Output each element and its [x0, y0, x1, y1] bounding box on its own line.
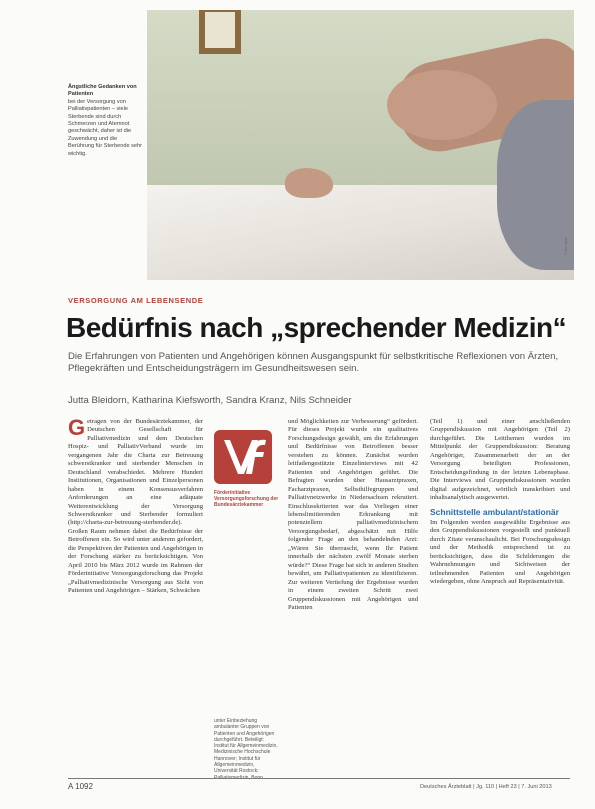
article-headline: Bedürfnis nach „sprechender Medizin“: [66, 312, 567, 343]
photo-credit: Foto: epd: [563, 238, 568, 255]
body-column-4: [430, 418, 570, 587]
sidebar-note-text: unter Einbeziehung ambulanter Gruppen von Patienten und Angehörigen durchgeführt. Beteiligt: Institut für Allgemeinmedizin, Medizinische Hochschule Hannover; Institut für Allgemeinmedizin, Universität Rostock; Palliativmedizin, Bonn.: [214, 718, 278, 781]
body-column-3: [288, 418, 418, 612]
body-text-4b: Im Folgenden werden ausgewählte Ergebnisse aus den Gruppendiskussionen vorgestellt und punktuell durch Zitate veranschaulicht. Bei Forschungsdesign und der Methodik entsprechend ist zu berücksichtigen, dass die Schilderungen die Wahrnehmungen und Sichtweisen der teilnehmenden Patienten und Angehörigen wiedergeben, ohne Anspruch auf Repräsentativität.: [430, 519, 570, 586]
page-folio: A 1092: [68, 782, 93, 791]
footer-rule: [68, 778, 570, 779]
article-authors: Jutta Bleidorn, Katharina Kiefsworth, Sandra Kranz, Nils Schneider: [68, 395, 352, 406]
section-subhead: Schnittstelle ambulant/stationär: [430, 506, 559, 517]
picture-frame-inner: [205, 12, 235, 48]
logo-background: [214, 430, 272, 484]
article-photo: [147, 10, 574, 280]
article-deck: Die Erfahrungen von Patienten und Angehörigen können Ausgangspunkt für selbstkritische Reflexionen von Ärzten, Pflegekräften und Entscheidungsträgern im Gesundheitswesen sein.: [68, 351, 559, 374]
caption-body: bei der Versorgung von Palliativpatienten – viele Sterbende sind durch Schmerzen und Atemnot geschwächt, daher ist die Zuwendung und die Berührung für Sterbende sehr wichtig.: [68, 98, 143, 157]
body-text-3: und Möglichkeiten zur Verbesserung“ gefördert. Für dieses Projekt wurde ein qualitatives Forschungsdesign gewählt, um die Erfahrungen und Bedürfnisse von Betroffenen besser verstehen zu können. Zunächst wurden leitfadengestützte Einzelinterviews mit 42 Patienten und Angehörigen geführt. Die Befragten wurden über Hausarztpraxen, Facharztpraxen, Selbsthilfegruppen und Palliativnetzwerke in Niedersachsen rekrutiert. Einschlusskriterien war das Vorliegen einer lebenslimitierenden Erkrankung mit potenziellem palliativmedizinischem Versorgungsbedarf, abgeschätzt mit Hilfe folgender Frage an den behandelnden Arzt: „Wären Sie überrascht, wenn Ihr Patient innerhalb der nächsten zwölf Monate sterben würde?“ Diese Frage hat sich in anderen Studien bewährt, um Palliativpatienten zu identifizieren. Zur weiteren Vertiefung der Ergebnisse wurden in einem zweiten Schritt zwei Gruppendiskussionen mit Angehörigen und Patienten: [288, 418, 418, 611]
joined-hands: [387, 70, 497, 140]
photo-caption: [68, 84, 143, 158]
drop-cap: G: [68, 415, 86, 440]
caption-lead: Ängstliche Gedanken von Patienten: [68, 84, 137, 98]
journal-reference: Deutsches Ärzteblatt | Jg. 110 | Heft 23 | 7. Juni 2013: [420, 784, 552, 790]
sidebar-note: [214, 718, 279, 781]
funding-logo-label: Förderinitiative Versorgungsforschung der Bundesärztekammer: [214, 490, 279, 509]
article-kicker: VERSORGUNG AM LEBENSENDE: [68, 296, 204, 305]
body-text-1: etragen von der Bundesärztekammer, der Deutschen Gesellschaft für Palliativmedizin und dem Deutschen Hospiz- und PalliativVerband wurde im vergangenen Jahr die Charta zur Betreuung schwerstkranker und sterbender Menschen in Deutschland verabschiedet. Mehrere Hundert Institutionen, Organisationen und Einzelpersonen haben in einem Konsensusverfahren Anforderungen an eine adäquate Weiterentwicklung der Versorgung Schwerstkranker und Sterbender formuliert (http://charta-zur-betreuung-sterbender.de). Großen Raum nehmen dabei die Bedürfnisse der Betroffenen ein. So wird unter anderem gefordert, die Perspektiven der Patienten und Angehörigen in der Forschung stärker zu berücksichtigen. Von April 2010 bis März 2012 wurde im Rahmen der Förderinitiative Versorgungsforschung das Projekt „Palliativmedizinische Versorgung aus Sicht von Patienten und Angehörigen – Stärken, Schwächen: [68, 418, 203, 595]
funding-logo-icon: [214, 430, 272, 484]
body-text-4: (Teil 1) und einer anschließenden Gruppendiskussion mit Angehörigen (Teil 2) durchgeführt. Die Leitthemen wurden im Mittelpunkt der Gruppendiskussion: Beratung Angehöriger, Zusammenarbeit der an der Versorgung beteiligten Professionen, Entscheidungsfindung in der letzten Lebensphase. Die Interviews und Gruppendiskussionen wurden digital aufgezeichnet, wörtlich transkribiert und inhaltsanalytisch ausgewertet.: [430, 418, 570, 502]
body-column-1: [68, 415, 203, 596]
patient-hand: [285, 168, 333, 198]
